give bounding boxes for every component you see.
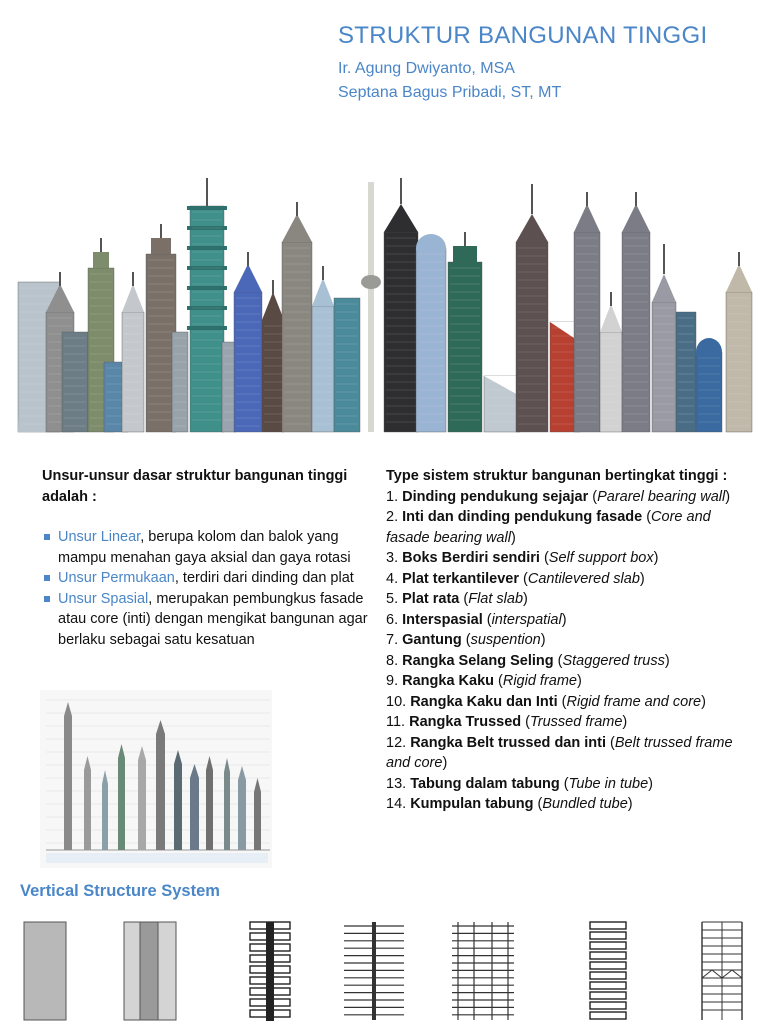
- structure-diagram: [266, 944, 274, 955]
- tower: [187, 286, 227, 290]
- basic-elements-intro: Unsur-unsur dasar struktur bangunan tinggi adalah :: [42, 468, 348, 505]
- item-name: Plat terkantilever: [402, 570, 519, 587]
- item-name: Boks Berdiri sendiri: [402, 550, 540, 566]
- list-item: [42, 568, 372, 589]
- tower: [610, 292, 612, 306]
- item-number: 12.: [386, 734, 407, 751]
- item-name: Tabung dalam tabung: [410, 775, 560, 792]
- building-height-chart: [40, 690, 272, 868]
- chart-building: [84, 770, 91, 850]
- list-item: 4. Plat terkantilever (Cantilevered slab): [386, 570, 645, 587]
- structure-diagram: [590, 982, 626, 989]
- item-name: Rangka Kaku: [402, 673, 494, 689]
- chart-building: [156, 734, 165, 850]
- item-name: Dinding pendukung sejajar: [402, 488, 589, 505]
- element-description: , merupakan pembungkus fasade atau core (inti) dengan mengikat bangunan agar berlaku sebagai satu kesatuan: [58, 590, 368, 648]
- item-english: Tube in tube: [568, 775, 649, 792]
- tower: [368, 182, 374, 432]
- item-number: 2.: [386, 509, 399, 525]
- tower: [296, 202, 298, 216]
- bullet-icon: [44, 534, 50, 540]
- chart-building: [174, 764, 182, 850]
- structure-diagram: [266, 933, 274, 944]
- structure-diagram: [266, 1010, 274, 1021]
- structure-diagram: [590, 1002, 626, 1009]
- tower: [464, 232, 466, 246]
- structure-diagram: [266, 922, 274, 933]
- tower: [726, 264, 752, 292]
- structure-types-list: [386, 487, 742, 815]
- list-item: 9. Rangka Kaku (Rigid frame): [386, 673, 582, 689]
- tower: [93, 252, 109, 268]
- item-english: Core and fasade bearing wall: [386, 509, 711, 546]
- tower: [400, 178, 402, 204]
- tower: [322, 266, 324, 280]
- item-english: Rigid frame: [502, 673, 577, 689]
- item-number: 1.: [386, 488, 399, 505]
- tower: [574, 204, 600, 232]
- item-name: Inti dan dinding pendukung fasade: [402, 509, 643, 525]
- tower: [160, 224, 162, 238]
- element-description: , terdiri dari dinding dan plat: [174, 570, 354, 586]
- tower: [600, 332, 622, 432]
- tower: [146, 254, 176, 432]
- tower: [100, 238, 102, 252]
- list-item: 5. Plat rata (Flat slab): [386, 591, 528, 607]
- structure-diagram: [24, 922, 66, 1020]
- tower: [622, 204, 650, 232]
- structure-types-section: [386, 466, 742, 815]
- chart-building: [102, 784, 108, 850]
- item-english: suspention: [470, 632, 541, 648]
- item-name: Kumpulan tabung: [410, 796, 534, 812]
- tower: [262, 292, 284, 320]
- list-item: 8. Rangka Selang Seling (Staggered truss): [386, 652, 670, 669]
- item-number: 13.: [386, 775, 407, 792]
- item-english: interspatial: [491, 611, 562, 628]
- item-number: 3.: [386, 550, 399, 566]
- item-english: Pararel bearing wall: [597, 488, 726, 505]
- structure-types-heading: Type sistem struktur bangunan bertingkat tinggi :: [386, 468, 728, 484]
- item-number: 8.: [386, 652, 399, 669]
- tower: [384, 204, 418, 232]
- structure-diagram: [266, 977, 274, 988]
- item-english: Flat slab: [468, 591, 524, 607]
- tower: [312, 306, 334, 432]
- structure-diagram: [590, 1012, 626, 1019]
- item-english: Trussed frame: [530, 714, 623, 730]
- author-2: Septana Bagus Pribadi, ST, MT: [338, 84, 562, 101]
- tower: [516, 214, 548, 242]
- item-name: Interspasial: [402, 611, 483, 628]
- structure-diagram: [590, 962, 626, 969]
- chart-building: [118, 758, 125, 850]
- chart-building: [238, 780, 246, 850]
- item-name: Rangka Kaku dan Inti: [410, 693, 558, 710]
- skyline-illustration: [0, 178, 768, 434]
- item-number: 11.: [386, 714, 406, 730]
- tower: [448, 262, 482, 432]
- list-item: 1. Dinding pendukung sejajar (Pararel bearing wall): [386, 488, 731, 505]
- tower: [247, 252, 249, 266]
- chart-building: [190, 778, 199, 850]
- chart-building: [254, 792, 261, 850]
- chart-building: [64, 716, 72, 850]
- list-item: 13. Tabung dalam tabung (Tube in tube): [386, 775, 654, 792]
- tower: [416, 234, 446, 262]
- tower: [663, 244, 665, 274]
- list-item: 14. Kumpulan tabung (Bundled tube): [386, 796, 633, 812]
- item-name: Gantung: [402, 632, 462, 648]
- page-title: STRUKTUR BANGUNAN TINGGI: [338, 22, 708, 49]
- structure-diagram: [590, 992, 626, 999]
- tower: [696, 338, 722, 366]
- tower: [361, 275, 381, 289]
- tower: [206, 178, 208, 206]
- tower: [262, 320, 284, 432]
- item-english: Bundled tube: [542, 796, 628, 812]
- item-number: 4.: [386, 570, 399, 587]
- item-number: 10.: [386, 693, 407, 710]
- chart-label-strip: [46, 853, 268, 863]
- tower: [416, 248, 446, 432]
- item-english: Rigid frame and core: [566, 693, 702, 710]
- tower: [132, 272, 134, 286]
- tower: [282, 242, 312, 432]
- tower: [190, 206, 224, 432]
- vertical-structure-title: Vertical Structure System: [20, 882, 220, 900]
- element-description: , berupa kolom dan balok yang mampu menahan gaya aksial dan gaya rotasi: [58, 529, 351, 566]
- author-1: Ir. Agung Dwiyanto, MSA: [338, 60, 515, 77]
- item-name: Rangka Selang Seling: [402, 652, 554, 669]
- item-name: Plat rata: [402, 591, 460, 607]
- list-item: 2. Inti dan dinding pendukung fasade (Core and fasade bearing wall): [386, 509, 711, 546]
- tower: [738, 252, 740, 266]
- bullet-icon: [44, 596, 50, 602]
- list-item: 6. Interspasial (interspatial): [386, 611, 567, 628]
- item-english: Cantilevered slab: [527, 570, 640, 587]
- list-item: [42, 527, 372, 568]
- tower: [312, 278, 334, 306]
- tower: [635, 192, 637, 206]
- chart-building: [206, 770, 213, 850]
- structure-diagram: [266, 955, 274, 966]
- item-english: Belt trussed frame and core: [386, 734, 733, 771]
- tower: [600, 304, 622, 332]
- basic-elements-list: [42, 527, 372, 650]
- tower: [62, 332, 88, 432]
- chart-building: [224, 772, 230, 850]
- item-number: 7.: [386, 632, 399, 648]
- tower: [334, 298, 360, 432]
- structure-diagram: [266, 999, 274, 1010]
- item-name: Rangka Belt trussed dan inti: [410, 734, 606, 751]
- tower: [453, 246, 477, 262]
- item-number: 9.: [386, 673, 399, 689]
- structure-diagram: [590, 932, 626, 939]
- tower: [516, 242, 548, 432]
- structure-diagram: [266, 966, 274, 977]
- tower: [531, 184, 533, 214]
- item-number: 6.: [386, 611, 399, 628]
- tower: [586, 192, 588, 206]
- structure-diagram: [590, 972, 626, 979]
- bullet-icon: [44, 575, 50, 581]
- list-item: 12. Rangka Belt trussed dan inti (Belt trussed frame and core): [386, 734, 733, 771]
- list-item: 11. Rangka Trussed (Trussed frame): [386, 714, 628, 730]
- structure-diagram: [590, 952, 626, 959]
- list-item: 7. Gantung (suspention): [386, 632, 546, 648]
- item-english: Staggered truss: [562, 652, 665, 669]
- list-item: 3. Boks Berdiri sendiri (Self support box): [386, 550, 659, 566]
- tower: [652, 274, 676, 302]
- structure-diagram: [266, 988, 274, 999]
- item-name: Rangka Trussed: [409, 714, 522, 730]
- tower: [59, 272, 61, 286]
- element-term: Unsur Permukaan: [58, 570, 175, 586]
- list-item: [42, 589, 372, 651]
- item-number: 14.: [386, 796, 407, 812]
- element-term: Unsur Linear: [58, 529, 141, 545]
- structure-diagram: [590, 942, 626, 949]
- structure-diagram: [140, 922, 158, 1020]
- tower: [122, 284, 144, 312]
- basic-elements-section: [42, 466, 372, 650]
- vertical-structure-diagrams: [0, 908, 768, 1024]
- tower: [234, 264, 262, 292]
- tower: [187, 206, 227, 210]
- tower: [272, 280, 274, 294]
- tower: [652, 302, 676, 432]
- tower: [151, 238, 171, 254]
- chart-building: [138, 760, 146, 850]
- item-number: 5.: [386, 591, 399, 607]
- item-english: Self support box: [548, 550, 654, 566]
- tower: [187, 246, 227, 250]
- element-term: Unsur Spasial: [58, 590, 149, 607]
- tower: [172, 332, 188, 432]
- structure-diagram: [590, 922, 626, 929]
- tower: [282, 214, 312, 242]
- list-item: 10. Rangka Kaku dan Inti (Rigid frame and core): [386, 693, 706, 710]
- tower: [187, 326, 227, 330]
